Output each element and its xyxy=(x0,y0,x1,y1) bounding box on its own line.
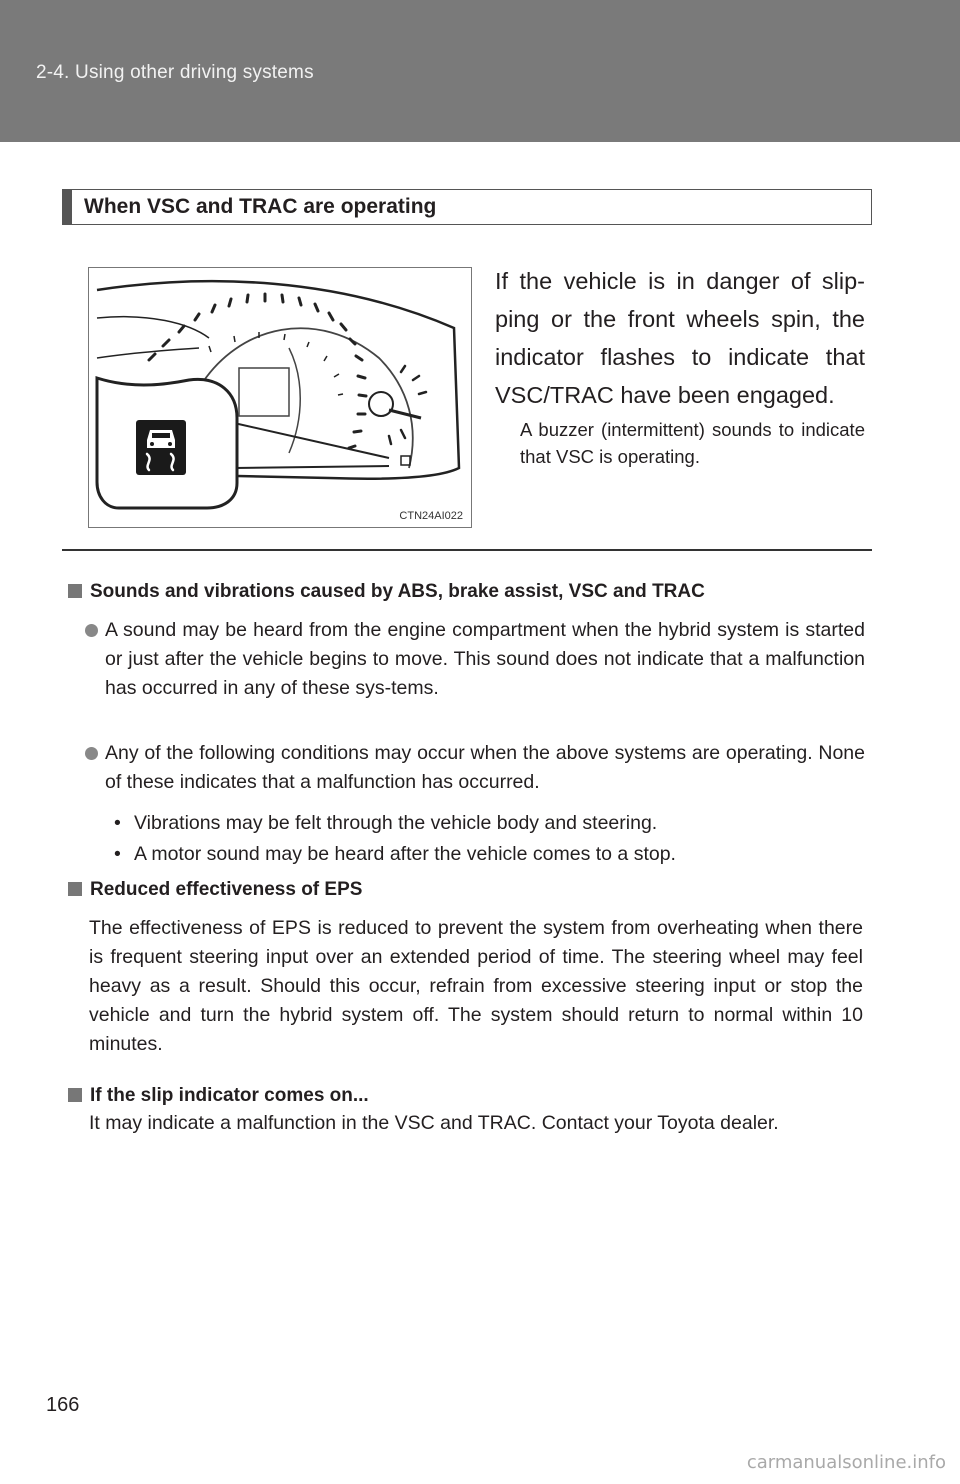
dot-list-item xyxy=(114,809,874,838)
dot-list-text: A motor sound may be heard after the vehicle comes to a stop. xyxy=(134,843,676,865)
round-bullet-icon xyxy=(85,747,98,760)
info-heading-text: Sounds and vibrations caused by ABS, brake assist, VSC and TRAC xyxy=(90,581,705,602)
page-number: 166 xyxy=(46,1394,80,1416)
bullet-item xyxy=(85,616,865,703)
section-heading-box xyxy=(62,189,872,225)
square-bullet-icon xyxy=(68,1088,82,1102)
section-title: 2-4. Using other driving systems xyxy=(36,62,314,83)
intro-text: If the vehicle is in danger of slip-ping or the front wheels spin, the indicator flashes to indicate that VSC/TRAC have been engaged. xyxy=(495,268,865,408)
figure-code: CTN24AI022 xyxy=(399,510,463,522)
small-dot-icon: • xyxy=(114,812,121,834)
info-heading-text: Reduced effectiveness of EPS xyxy=(90,879,363,900)
slip-paragraph: It may indicate a malfunction in the VSC and TRAC. Contact your Toyota dealer. xyxy=(89,1112,779,1134)
bullet-item xyxy=(85,739,865,797)
instrument-cluster-illustration xyxy=(89,268,472,528)
square-bullet-icon xyxy=(68,882,82,896)
info-heading-slip xyxy=(68,1083,868,1109)
header-band xyxy=(0,0,960,142)
section-heading: When VSC and TRAC are operating xyxy=(84,195,437,218)
dot-list-item xyxy=(114,840,874,869)
watermark: carmanualsonline.info xyxy=(746,1452,946,1473)
info-heading-eps xyxy=(68,877,868,903)
bullet-text: A sound may be heard from the engine compartment when the hybrid system is started or just after the vehicle begins to move. This sound does not indicate that a malfunction has occurred in any of these sys-tems. xyxy=(105,619,865,699)
small-dot-icon: • xyxy=(114,843,121,865)
square-bullet-icon xyxy=(68,584,82,598)
eps-paragraph: The effectiveness of EPS is reduced to prevent the system from overheating when there is frequent steering input over an extended period of time. The steering wheel may feel heavy as a result. Should this occur, refrain from excessive steering input or stop the vehicle and turn the hybrid system off. The system should return to normal within 10 minutes. xyxy=(89,917,863,1055)
info-heading-sounds xyxy=(68,579,868,605)
horizontal-rule xyxy=(62,549,872,551)
heading-marker xyxy=(63,190,72,224)
dot-list-text: Vibrations may be felt through the vehicle body and steering. xyxy=(134,812,658,834)
buzzer-note: A buzzer (intermittent) sounds to indicate that VSC is operating. xyxy=(520,419,865,467)
bullet-text: Any of the following conditions may occur when the above systems are operating. None of these indicates that a malfunction has occurred. xyxy=(105,742,865,793)
instrument-cluster-figure xyxy=(88,267,472,528)
round-bullet-icon xyxy=(85,624,98,637)
info-heading-text: If the slip indicator comes on... xyxy=(90,1085,369,1106)
